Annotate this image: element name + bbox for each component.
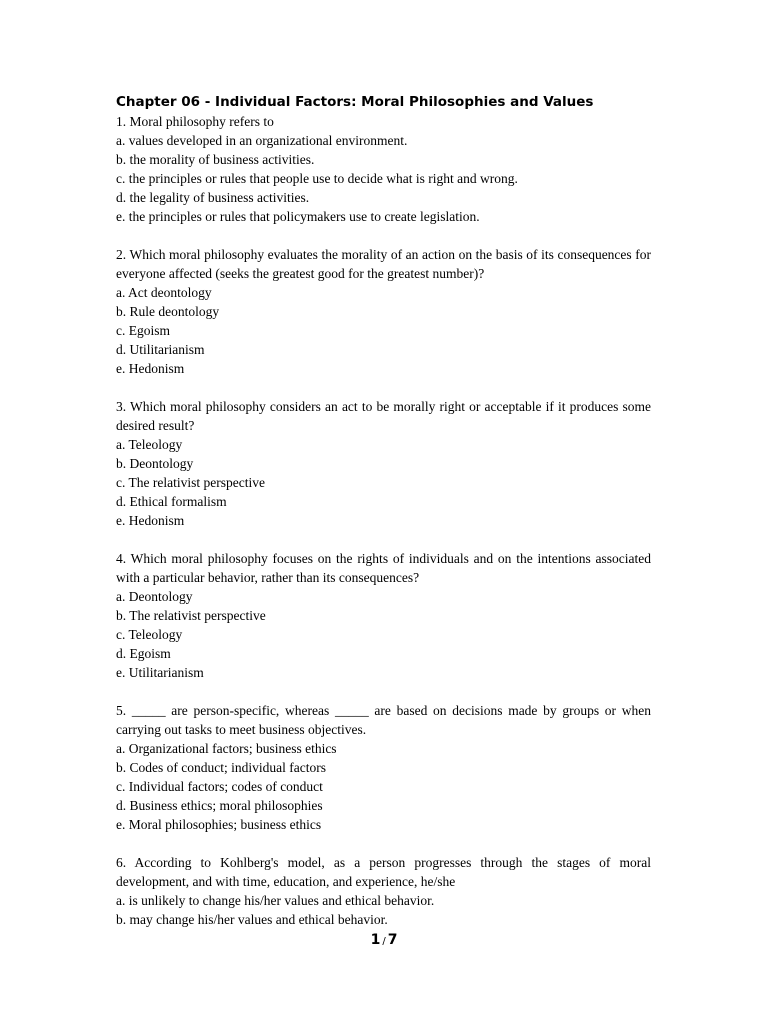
answer-option: a. values developed in an organizational environment. (116, 133, 408, 148)
question-4 (116, 549, 651, 682)
question-3 (116, 397, 651, 530)
answer-option: e. Hedonism (116, 361, 185, 376)
answer-option: b. the morality of business activities. (116, 152, 315, 167)
current-page-number: 1 (370, 932, 381, 948)
question-text: 2. Which moral philosophy evaluates the morality of an action on the basis of its consequences for everyone affected (seeks the greatest good for the greatest number)? (116, 247, 651, 281)
answer-option: e. Hedonism (116, 513, 185, 528)
question-2 (116, 245, 651, 378)
answer-option: b. may change his/her values and ethical behavior. (116, 912, 388, 927)
answer-option: d. Utilitarianism (116, 342, 205, 357)
answer-option: b. The relativist perspective (116, 608, 266, 623)
chapter-title: Chapter 06 - Individual Factors: Moral Philosophies and Values (116, 94, 594, 110)
answer-option: c. the principles or rules that people use to decide what is right and wrong. (116, 171, 518, 186)
answer-option: c. Egoism (116, 323, 170, 338)
answer-option: a. Deontology (116, 589, 193, 604)
answer-option: d. the legality of business activities. (116, 190, 310, 205)
question-text: 1. Moral philosophy refers to (116, 114, 274, 129)
question-text: 5. _____ are person-specific, whereas _____ are based on decisions made by groups or when carrying out tasks to meet business objectives. (116, 703, 651, 737)
answer-option: b. Deontology (116, 456, 194, 471)
page-number (0, 932, 768, 948)
document-page (116, 92, 651, 948)
question-text: 4. Which moral philosophy focuses on the rights of individuals and on the intentions associated with a particular behavior, rather than its consequences? (116, 551, 651, 585)
answer-option: e. Moral philosophies; business ethics (116, 817, 322, 832)
answer-option: e. Utilitarianism (116, 665, 204, 680)
answer-option: e. the principles or rules that policymakers use to create legislation. (116, 209, 480, 224)
answer-option: a. is unlikely to change his/her values and ethical behavior. (116, 893, 435, 908)
question-text: 6. According to Kohlberg's model, as a person progresses through the stages of moral development, and with time, education, and experience, he/she (116, 855, 651, 889)
answer-option: d. Ethical formalism (116, 494, 227, 509)
question-5 (116, 701, 651, 834)
answer-option: a. Organizational factors; business ethics (116, 741, 337, 756)
answer-option: a. Act deontology (116, 285, 212, 300)
answer-option: b. Codes of conduct; individual factors (116, 760, 326, 775)
question-text: 3. Which moral philosophy considers an act to be morally right or acceptable if it produces some desired result? (116, 399, 651, 433)
answer-option: c. The relativist perspective (116, 475, 265, 490)
page-separator: / (382, 936, 386, 947)
answer-option: b. Rule deontology (116, 304, 220, 319)
question-1 (116, 112, 651, 226)
question-6 (116, 853, 651, 929)
answer-option: c. Teleology (116, 627, 183, 642)
answer-option: d. Egoism (116, 646, 171, 661)
answer-option: d. Business ethics; moral philosophies (116, 798, 323, 813)
answer-option: a. Teleology (116, 437, 183, 452)
total-pages-number: 7 (387, 932, 398, 948)
answer-option: c. Individual factors; codes of conduct (116, 779, 323, 794)
